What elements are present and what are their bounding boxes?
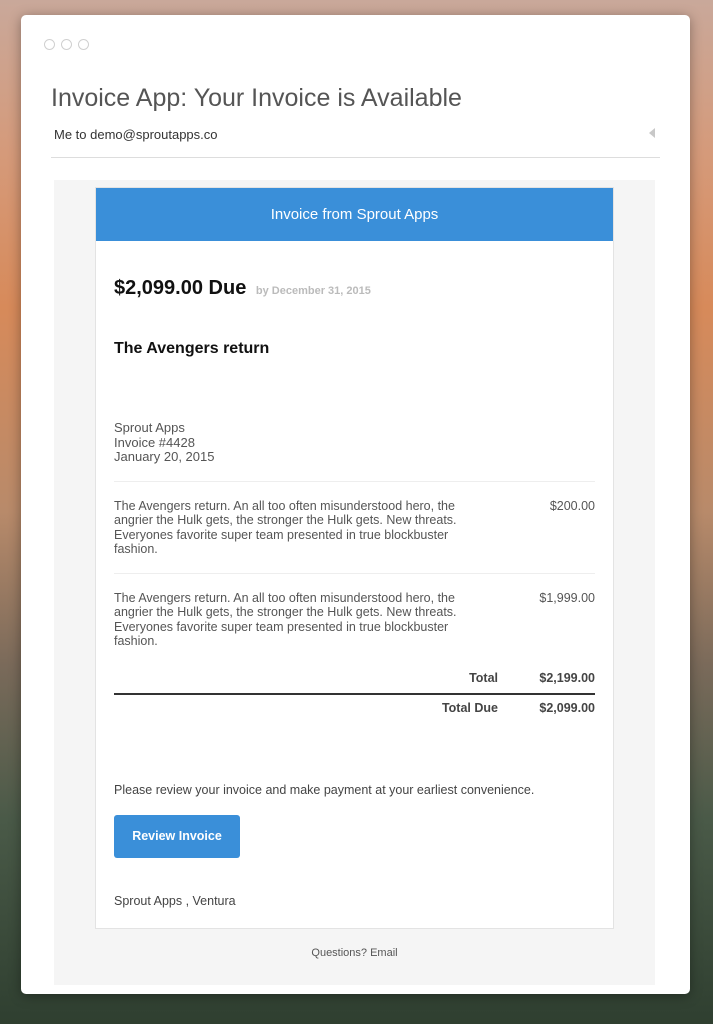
zoom-button[interactable] bbox=[78, 39, 89, 50]
invoice-date: January 20, 2015 bbox=[114, 449, 215, 464]
line-item-amount: $200.00 bbox=[549, 498, 595, 513]
invoice-info bbox=[114, 421, 595, 465]
review-note: Please review your invoice and make payment at your earliest convenience. bbox=[114, 782, 535, 797]
minimize-button[interactable] bbox=[61, 39, 72, 50]
total-row bbox=[114, 665, 595, 691]
amount-due-value: $2,099.00 Due bbox=[114, 277, 247, 299]
line-item-description: The Avengers return. An all too often misunderstood hero, the angrier the Hulk gets, the stronger the Hulk gets. New threats. Everyones favorite super team presented in true blockbuster fashion. bbox=[114, 498, 457, 556]
invoice-header: Invoice from Sprout Apps bbox=[96, 188, 613, 241]
email-subject: Invoice App: Your Invoice is Available bbox=[51, 84, 462, 112]
invoice-title: The Avengers return bbox=[114, 340, 270, 357]
signature: Sprout Apps , Ventura bbox=[114, 893, 236, 908]
reply-arrow-icon[interactable] bbox=[649, 128, 655, 138]
line-item bbox=[114, 573, 595, 665]
window-controls bbox=[44, 39, 89, 50]
total-value: $2,199.00 bbox=[539, 670, 595, 685]
close-button[interactable] bbox=[44, 39, 55, 50]
mail-window bbox=[21, 15, 690, 994]
total-due-value: $2,099.00 bbox=[539, 700, 595, 715]
questions-email-link[interactable]: Questions? Email bbox=[311, 947, 398, 959]
line-item bbox=[114, 481, 595, 573]
divider bbox=[51, 157, 660, 158]
total-label: Total bbox=[469, 670, 498, 685]
company-name: Sprout Apps bbox=[114, 420, 185, 435]
invoice-number: Invoice #4428 bbox=[114, 434, 195, 450]
due-date: by December 31, 2015 bbox=[255, 285, 371, 297]
review-invoice-button[interactable]: Review Invoice bbox=[114, 815, 240, 858]
total-due-row bbox=[114, 695, 595, 721]
line-item-description: The Avengers return. An all too often misunderstood hero, the angrier the Hulk gets, the stronger the Hulk gets. New threats. Everyones favorite super team presented in true blockbuster fashion. bbox=[114, 590, 457, 648]
line-item-amount: $1,999.00 bbox=[539, 590, 595, 605]
amount-due bbox=[114, 277, 595, 300]
invoice-card bbox=[95, 187, 614, 929]
total-due-label: Total Due bbox=[441, 700, 498, 715]
email-from-line: Me to demo@sproutapps.co bbox=[54, 127, 218, 142]
email-body bbox=[54, 180, 655, 985]
